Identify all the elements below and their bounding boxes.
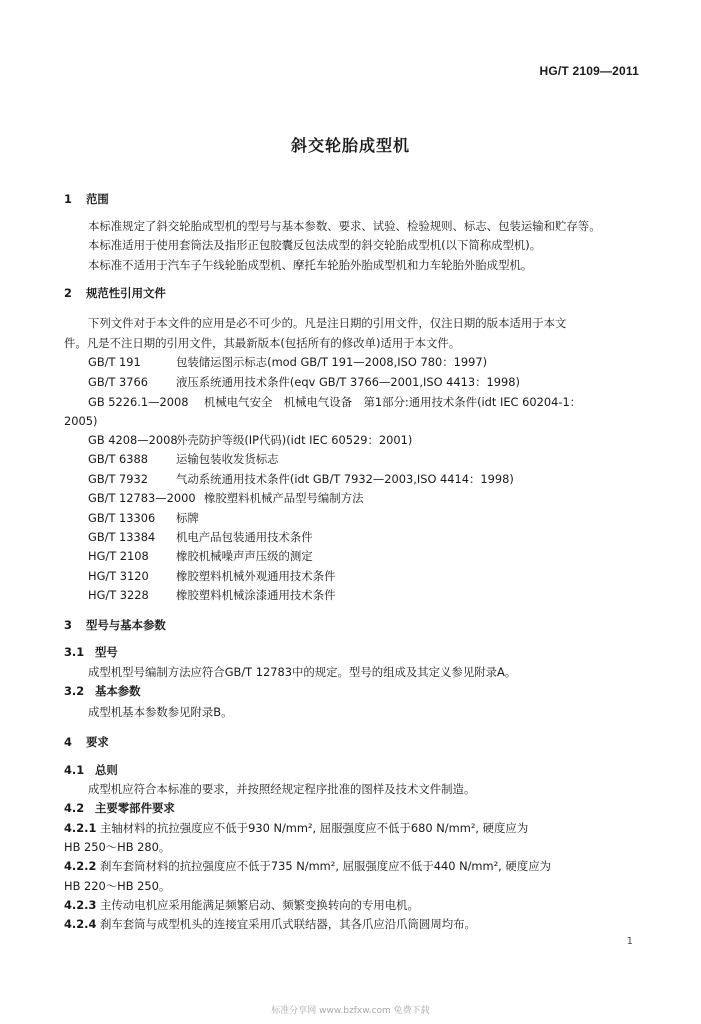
reference-item <box>88 491 363 506</box>
reference-code: HG/T 3228 <box>88 588 149 602</box>
clause-text: 主轴材料的抗拉强度应不低于930 N/mm², 屈服强度应不低于680 N/mm², 硬度应为 <box>100 821 529 835</box>
subsection-3-2-heading <box>64 684 141 699</box>
reference-code: GB/T 191 <box>88 355 141 369</box>
normative-intro-line-2: 件。凡是不注日期的引用文件，其最新版本(包括所有的修改单)适用于本文件。 <box>64 336 461 350</box>
reference-continuation: 2005) <box>64 414 98 428</box>
reference-title: 橡胶塑料机械外观通用技术条件 <box>176 569 336 583</box>
clause-4-2-2 <box>64 859 551 874</box>
reference-title: 外壳防护等级(IP代码)(idt IEC 60529：2001) <box>176 433 413 447</box>
reference-code: GB/T 13306 <box>88 511 156 525</box>
clause-number: 4.2.2 <box>64 859 97 873</box>
reference-title: 液压系统通用技术条件(eqv GB/T 3766—2001,ISO 4413：1998) <box>176 375 520 389</box>
reference-title: 橡胶塑料机械涂漆通用技术条件 <box>176 588 336 602</box>
subsection-number: 3.1 <box>64 645 85 659</box>
clause-number: 4.2.3 <box>64 898 97 912</box>
reference-code: GB/T 7932 <box>88 472 149 486</box>
section-2-heading <box>64 286 166 301</box>
scope-paragraph-1: 本标准规定了斜交轮胎成型机的型号与基本参数、要求、试验、检验规则、标志、包装运输和贮存等。 <box>88 219 601 233</box>
reference-item <box>88 375 520 390</box>
subsection-title: 型号 <box>95 645 118 659</box>
reference-item <box>88 472 514 487</box>
reference-code: GB 4208—2008 <box>88 433 178 447</box>
watermark-footer: 标准分享网 www.bzfxw.com 免费下载 <box>271 1006 430 1016</box>
section-title: 范围 <box>86 192 109 206</box>
section-4-heading <box>64 735 109 750</box>
reference-code: GB/T 13384 <box>88 530 156 544</box>
clause-text: 刹车套筒材料的抗拉强度应不低于735 N/mm², 屈服强度应不低于440 N/mm², 硬度应为 <box>100 859 551 873</box>
reference-title: 运输包装收发货标志 <box>176 452 279 466</box>
section-number: 2 <box>64 286 72 300</box>
clause-4-2-1-continuation: HB 250～HB 280。 <box>64 840 171 854</box>
reference-title: 标牌 <box>176 511 199 525</box>
reference-item <box>88 511 199 526</box>
section-number: 1 <box>64 192 72 206</box>
section-3-heading <box>64 618 166 633</box>
reference-code: GB/T 3766 <box>88 375 149 389</box>
document-title: 斜交轮胎成型机 <box>290 136 410 155</box>
reference-code: HG/T 2108 <box>88 549 149 563</box>
clause-4-2-3 <box>64 898 419 913</box>
reference-code: GB 5226.1—2008 <box>88 395 189 409</box>
clause-4-2-1 <box>64 821 528 836</box>
reference-item <box>88 549 313 564</box>
reference-title: 气动系统通用技术条件(idt GB/T 7932—2003,ISO 4414：1998) <box>176 472 514 486</box>
reference-item <box>88 588 335 603</box>
clause-text: 刹车套筒与成型机头的连接宜采用爪式联结器，其各爪应沿爪筒圆周均布。 <box>100 917 476 931</box>
clause-number: 4.2.1 <box>64 821 97 835</box>
clause-4-2-2-continuation: HB 220～HB 250。 <box>64 879 171 893</box>
reference-title: 机电产品包装通用技术条件 <box>176 530 313 544</box>
general-text: 成型机应符合本标准的要求，并按照经规定程序批准的图样及技术文件制造。 <box>88 782 476 796</box>
reference-title: 橡胶机械噪声声压级的测定 <box>176 549 313 563</box>
subsection-number: 4.1 <box>64 763 85 777</box>
reference-code: GB/T 6388 <box>88 452 149 466</box>
scope-paragraph-2: 本标准适用于使用套筒法及指形正包胶囊反包法成型的斜交轮胎成型机(以下简称成型机)。 <box>88 238 542 252</box>
scope-paragraph-3: 本标准不适用于汽车子午线轮胎成型机、摩托车轮胎外胎成型机和力车轮胎外胎成型机。 <box>88 258 533 272</box>
section-title: 要求 <box>86 735 109 749</box>
reference-item <box>88 452 279 467</box>
reference-item <box>88 433 412 448</box>
page-number: 1 <box>626 936 633 947</box>
clause-text: 主传动电机应采用能满足频繁启动、频繁变换转向的专用电机。 <box>100 898 419 912</box>
subsection-title: 基本参数 <box>95 684 141 698</box>
reference-title: 包装储运图示标志(mod GB/T 191—2008,ISO 780：1997) <box>176 355 488 369</box>
subsection-3-1-heading <box>64 645 118 660</box>
basic-parameters-text: 成型机基本参数参见附录B。 <box>88 705 233 719</box>
standard-code: HG/T 2109—2011 <box>539 64 639 78</box>
reference-item <box>88 569 335 584</box>
subsection-number: 3.2 <box>64 684 85 698</box>
reference-item <box>88 355 487 370</box>
subsection-title: 主要零部件要求 <box>95 801 175 815</box>
section-number: 3 <box>64 618 72 632</box>
section-title: 型号与基本参数 <box>86 618 166 632</box>
section-number: 4 <box>64 735 72 749</box>
section-1-heading <box>64 192 109 207</box>
reference-item <box>88 395 581 410</box>
subsection-4-1-heading <box>64 763 118 778</box>
reference-item <box>88 530 313 545</box>
reference-code: HG/T 3120 <box>88 569 149 583</box>
clause-number: 4.2.4 <box>64 917 97 931</box>
subsection-4-2-heading <box>64 801 175 816</box>
section-title: 规范性引用文件 <box>86 286 166 300</box>
subsection-title: 总则 <box>95 763 118 777</box>
normative-intro-line-1: 下列文件对于本文件的应用是必不可少的。凡是注日期的引用文件，仅注日期的版本适用于本文 <box>88 316 567 330</box>
clause-4-2-4 <box>64 917 476 932</box>
subsection-number: 4.2 <box>64 801 85 815</box>
model-text: 成型机型号编制方法应符合GB/T 12783中的规定。型号的组成及其定义参见附录A。 <box>88 665 517 679</box>
reference-title: 橡胶塑料机械产品型号编制方法 <box>204 491 364 505</box>
reference-code: GB/T 12783—2000 <box>88 491 196 505</box>
reference-title: 机械电气安全 机械电气设备 第1部分:通用技术条件(idt IEC 60204-1： <box>204 395 582 409</box>
